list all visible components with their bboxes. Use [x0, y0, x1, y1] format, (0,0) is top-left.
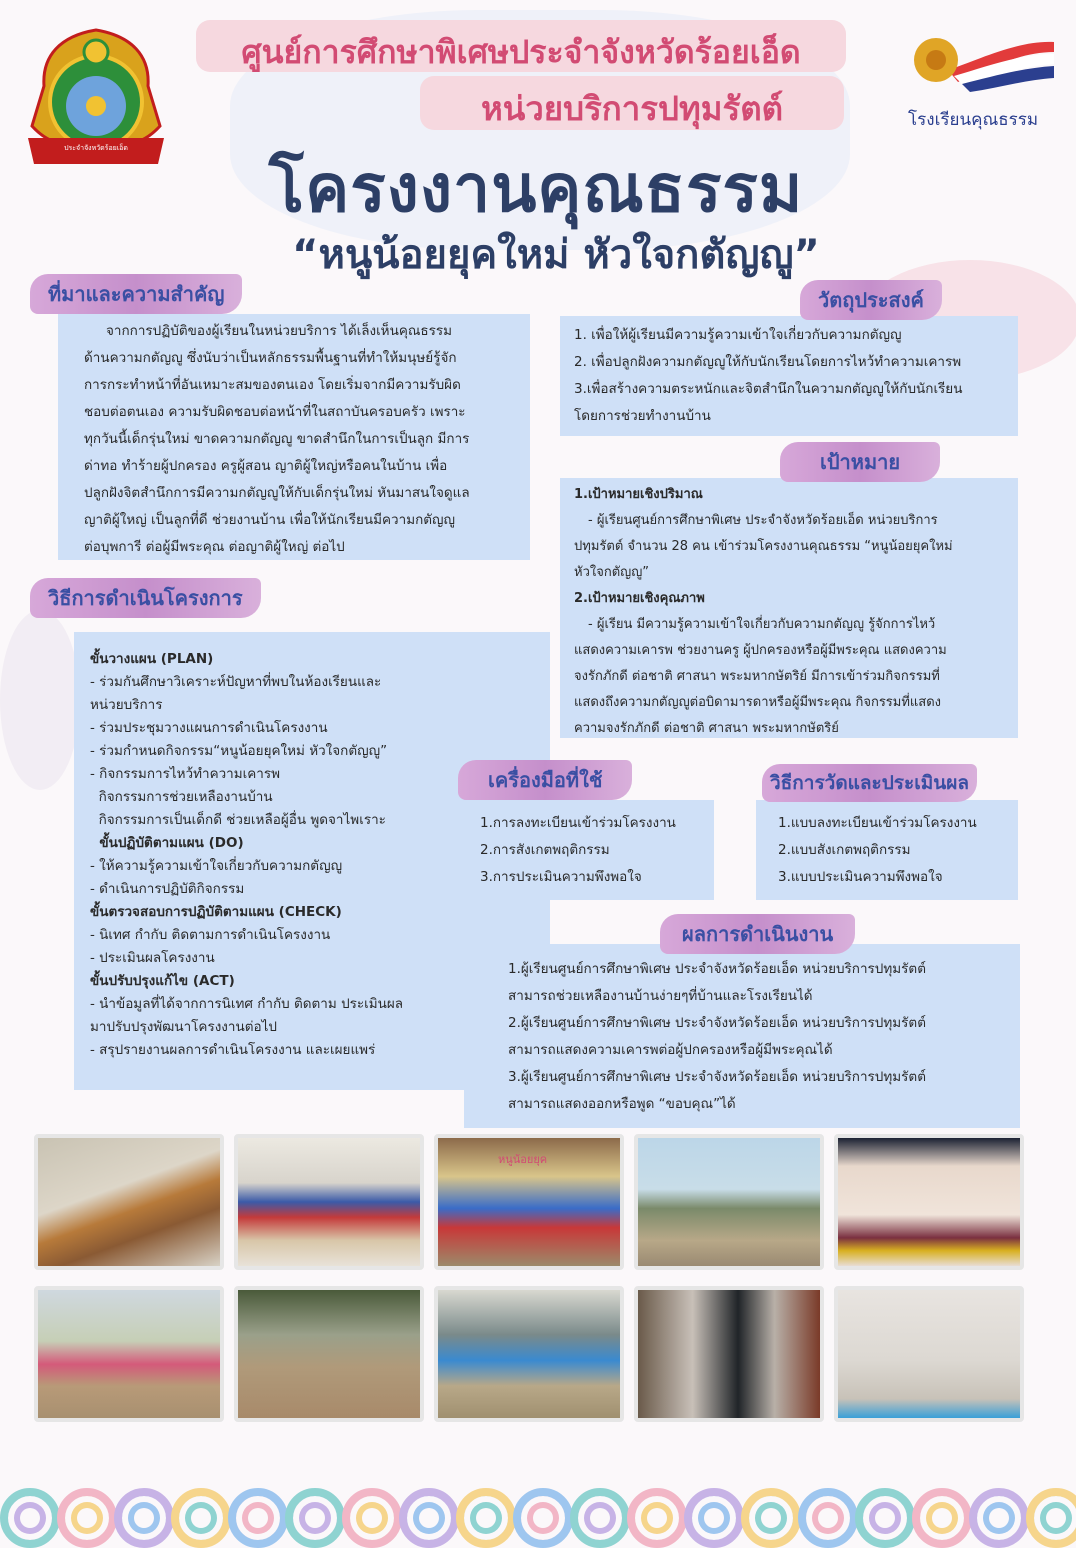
rainbow-arc — [912, 1488, 972, 1548]
activity-photo-7 — [234, 1286, 424, 1422]
objective-line: 2. เพื่อปลูกฝังความกตัญญูให้กับนักเรียนโดยการไหว้ทำความเคารพ — [574, 354, 962, 370]
method-line: - ร่วมกันศึกษาวิเคราะห์ปัญหาที่พบในห้องเรียนและ — [90, 674, 382, 690]
tool-line: 2.การสังเกตพฤติกรรม — [480, 842, 610, 858]
method-line: หน่วยบริการ — [90, 697, 163, 713]
goals-quality-title: 2.เป้าหมายเชิงคุณภาพ — [574, 591, 705, 606]
background-panel — [58, 314, 530, 560]
tools-heading: เครื่องมือที่ใช้ — [458, 760, 632, 800]
rainbow-arc — [1026, 1488, 1076, 1548]
goal-line: แสดงความเคารพ ช่วยงานครู ผู้ปกครองหรือผู้มีพระคุณ แสดงความ — [574, 643, 947, 658]
method-line: กิจกรรมการช่วยเหลืองานบ้าน — [90, 789, 273, 805]
objectives-heading: วัตถุประสงค์ — [800, 280, 942, 320]
evaluation-heading: วิธีการวัดและประเมินผล — [762, 764, 977, 802]
activity-photo-3 — [434, 1134, 624, 1270]
evaluation-line: 1.แบบลงทะเบียนเข้าร่วมโครงงาน — [778, 815, 977, 831]
tool-line: 1.การลงทะเบียนเข้าร่วมโครงงาน — [480, 815, 676, 831]
method-line: มาปรับปรุงพัฒนาโครงงานต่อไป — [90, 1019, 277, 1035]
evaluation-line: 3.แบบประเมินความพึงพอใจ — [778, 869, 943, 885]
method-line: - ดำเนินการปฏิบัติกิจกรรม — [90, 881, 245, 897]
results-text — [508, 956, 1020, 1118]
result-line: 2.ผู้เรียนศูนย์การศึกษาพิเศษ ประจำจังหวัดร้อยเอ็ด หน่วยบริการปทุมรัตต์ — [508, 1015, 926, 1031]
goal-line: แสดงถึงความกตัญญูต่อบิดามารดาหรือผู้มีพระคุณ กิจกรรมที่แสดง — [574, 695, 942, 710]
activity-photo-2 — [234, 1134, 424, 1270]
method-step-title: ขั้นวางแผน (PLAN) — [90, 651, 214, 667]
moral-school-logo — [908, 30, 1058, 140]
evaluation-line: 2.แบบสังเกตพฤติกรรม — [778, 842, 911, 858]
goal-line: ความจงรักภักดี ต่อชาติ ศาสนา พระมหากษัตริย์ — [574, 721, 839, 736]
rainbow-arc — [399, 1488, 459, 1548]
photo-banner-text: หนูน้อยยุค — [498, 1153, 548, 1166]
logo-banner-text: ประจำจังหวัดร้อยเอ็ด — [64, 144, 128, 152]
method-heading: วิธีการดำเนินโครงการ — [30, 578, 261, 618]
background-line: ชอบต่อตนเอง ความรับผิดชอบต่อหน้าที่ในสถาบันครอบครัว เพราะ — [84, 404, 466, 420]
background-line: ด้านความกตัญญู ซึ่งนับว่าเป็นหลักธรรมพื้นฐานที่ทำให้มนุษย์รู้จัก — [84, 350, 457, 366]
activity-photo-5 — [834, 1134, 1024, 1270]
tools-text — [480, 810, 714, 891]
background-heading: ที่มาและความสำคัญ — [30, 274, 242, 314]
result-line: สามารถแสดงออกหรือพูด “ขอบคุณ”ได้ — [508, 1096, 736, 1112]
rainbow-arc — [57, 1488, 117, 1548]
rainbow-arc — [456, 1488, 516, 1548]
rainbow-arc — [0, 1488, 60, 1548]
background-line: ด่าทอ ทำร้ายผู้ปกครอง ครูผู้สอน ญาติผู้ใหญ่หรือคนในบ้าน เพื่อ — [84, 458, 448, 474]
method-line: - นำข้อมูลที่ได้จากการนิเทศ กำกับ ติดตาม ประเมินผล — [90, 996, 404, 1012]
rainbow-arc — [570, 1488, 630, 1548]
activity-photo-9 — [634, 1286, 824, 1422]
school-logo — [22, 26, 170, 176]
activity-photo-1 — [34, 1134, 224, 1270]
activity-photo-4 — [634, 1134, 824, 1270]
goals-quality-text — [574, 612, 1018, 742]
rainbow-arc — [342, 1488, 402, 1548]
activity-photo-10 — [834, 1286, 1024, 1422]
objectives-text — [574, 322, 1018, 430]
method-line: - ประเมินผลโครงงาน — [90, 950, 215, 966]
header-line1: ศูนย์การศึกษาพิเศษประจำจังหวัดร้อยเอ็ด — [241, 33, 801, 71]
rainbow-arc — [969, 1488, 1029, 1548]
method-step-title: ขั้นตรวจสอบการปฏิบัติตามแผน (CHECK) — [90, 904, 342, 920]
method-line: - กิจกรรมการไหว้ทำความเคารพ — [90, 766, 281, 782]
tool-line: 3.การประเมินความพึงพอใจ — [480, 869, 642, 885]
background-text — [84, 318, 530, 561]
objective-line: โดยการช่วยทำงานบ้าน — [574, 408, 711, 424]
objective-line: 3.เพื่อสร้างความตระหนักและจิตสำนึกในความกตัญญูให้กับนักเรียน — [574, 381, 963, 397]
moral-school-text: โรงเรียนคุณธรรม — [908, 110, 1039, 130]
background-blob — [0, 610, 80, 790]
method-line: กิจกรรมการเป็นเด็กดี ช่วยเหลือผู้อื่น พูดจาไพเราะ — [90, 812, 386, 828]
goals-panel — [560, 478, 1018, 738]
rainbow-arc — [855, 1488, 915, 1548]
method-line: - ร่วมประชุมวางแผนการดำเนินโครงงาน — [90, 720, 328, 736]
rainbow-arc — [285, 1488, 345, 1548]
background-line: ทุกวันนี้เด็กรุ่นใหม่ ขาดความกตัญญู ขาดสำนึกในการเป็นลูก มีการ — [84, 431, 470, 447]
result-line: 3.ผู้เรียนศูนย์การศึกษาพิเศษ ประจำจังหวัดร้อยเอ็ด หน่วยบริการปทุมรัตต์ — [508, 1069, 926, 1085]
rainbow-arc — [513, 1488, 573, 1548]
method-line: - ร่วมกำหนดกิจกรรม“หนูน้อยยุคใหม่ หัวใจกตัญญู” — [90, 743, 388, 759]
result-line: สามารถแสดงความเคารพต่อผู้ปกครองหรือผู้มีพระคุณได้ — [508, 1042, 833, 1058]
evaluation-text — [778, 810, 1018, 891]
results-panel — [464, 944, 1020, 1128]
activity-photo-8 — [434, 1286, 624, 1422]
goals-heading: เป้าหมาย — [780, 442, 940, 482]
header-line2: หน่วยบริการปทุมรัตต์ — [480, 89, 784, 128]
method-line: - สรุปรายงานผลการดำเนินโครงงาน และเผยแพร่ — [90, 1042, 376, 1058]
goal-line: - ผู้เรียน มีความรู้ความเข้าใจเกี่ยวกับความกตัญญู รู้จักการไหว้ — [588, 617, 936, 632]
background-line: ต่อบุพการี ต่อผู้มีพระคุณ ต่อญาติผู้ใหญ่ ต่อไป — [84, 539, 345, 555]
goal-line: หัวใจกตัญญู” — [574, 565, 650, 580]
page-title: โครงงานคุณธรรม — [268, 150, 804, 227]
results-heading: ผลการดำเนินงาน — [660, 914, 855, 954]
background-line: ปลูกฝังจิตสำนึกการมีความกตัญญูให้กับเด็กรุ่นใหม่ หันมาสนใจดูแล — [84, 485, 470, 501]
rainbow-arc — [114, 1488, 174, 1548]
activity-photo-6 — [34, 1286, 224, 1422]
goal-line: ปทุมรัตต์ จำนวน 28 คน เข้าร่วมโครงงานคุณธรรม “หนูน้อยยุคใหม่ — [574, 539, 953, 554]
rainbow-arc — [684, 1488, 744, 1548]
objectives-panel — [560, 316, 1018, 436]
goals-quantity-title: 1.เป้าหมายเชิงปริมาณ — [574, 487, 703, 502]
page-subtitle: “หนูน้อยยุคใหม่ หัวใจกตัญญู” — [292, 232, 820, 278]
goals-quantity-text — [574, 508, 1018, 586]
method-line: - นิเทศ กำกับ ติดตามการดำเนินโครงงาน — [90, 927, 331, 943]
evaluation-panel — [756, 800, 1018, 900]
tools-panel — [464, 800, 714, 900]
objective-line: 1. เพื่อให้ผู้เรียนมีความรู้ความเข้าใจเกี่ยวกับความกตัญญู — [574, 327, 902, 343]
goal-line: - ผู้เรียนศูนย์การศึกษาพิเศษ ประจำจังหวัดร้อยเอ็ด หน่วยบริการ — [588, 513, 938, 528]
rainbow-arc — [741, 1488, 801, 1548]
rainbow-arc — [171, 1488, 231, 1548]
rainbow-arc — [798, 1488, 858, 1548]
result-line: สามารถช่วยเหลืองานบ้านง่ายๆที่บ้านและโรงเรียนได้ — [508, 988, 813, 1004]
rainbow-arc — [228, 1488, 288, 1548]
method-step-title: ขั้นปรับปรุงแก้ไข (ACT) — [90, 973, 235, 989]
background-line: จากการปฏิบัติของผู้เรียนในหน่วยบริการ ได้เล็งเห็นคุณธรรม — [106, 323, 453, 339]
method-step-title: ขั้นปฏิบัติตามแผน (DO) — [90, 835, 244, 851]
result-line: 1.ผู้เรียนศูนย์การศึกษาพิเศษ ประจำจังหวัดร้อยเอ็ด หน่วยบริการปทุมรัตต์ — [508, 961, 926, 977]
method-line: - ให้ความรู้ความเข้าใจเกี่ยวกับความกตัญญู — [90, 858, 343, 874]
background-line: การกระทำหน้าที่อันเหมาะสมของตนเอง โดยเริ่มจากมีความรับผิด — [84, 377, 461, 393]
goal-line: จงรักภักดี ต่อชาติ ศาสนา พระมหากษัตริย์ มีการเข้าร่วมกิจกรรมที่ — [574, 669, 940, 684]
background-line: ญาติผู้ใหญ่ เป็นลูกที่ดี ช่วยงานบ้าน เพื่อให้นักเรียนมีความกตัญญู — [84, 512, 456, 528]
rainbow-arc — [627, 1488, 687, 1548]
